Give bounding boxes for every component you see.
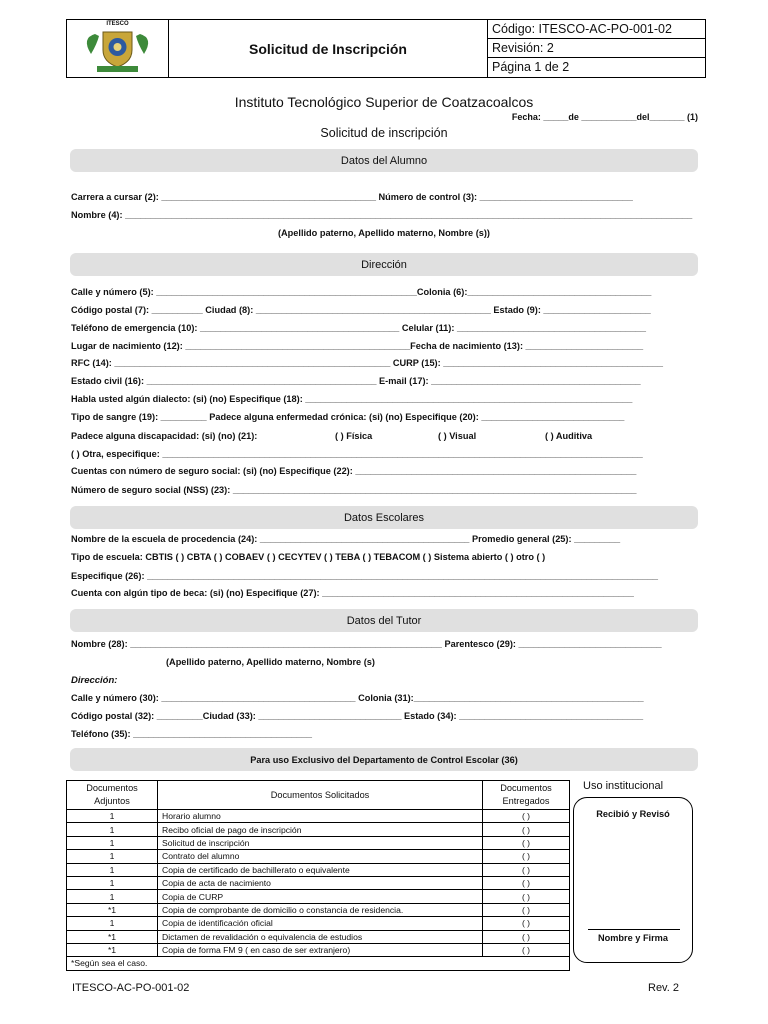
doc-checkbox[interactable]: ( ) [483,890,570,903]
carrera-field[interactable]: Carrera a cursar (2): __________________________________________ Número de control (3): ______________________________ [71,192,633,202]
document-meta [488,20,705,77]
table-row [67,810,570,823]
tutor-telefono-field[interactable]: Teléfono (35): ___________________________________ [71,729,312,739]
doc-name: Solicitud de inscripción [158,836,483,849]
rfc-curp-field[interactable]: RFC (14): ______________________________________________________ CURP (15): ___________________________________________ [71,358,663,368]
discapacidad-row [71,431,697,441]
table-row [67,890,570,903]
otra-field[interactable]: ( ) Otra, especifique: ______________________________________________________________________________________________ [71,449,643,459]
uso-institucional-box [573,797,693,963]
table-row [67,823,570,836]
firma-line[interactable] [588,929,680,930]
tutor-nombre-field[interactable]: Nombre (28): _____________________________________________________________ Parentesco (29): ____________________________ [71,639,662,649]
tutor-calle-field[interactable]: Calle y número (30): ______________________________________ Colonia (31):_____________________________________________ [71,693,644,703]
doc-name: Copia de acta de nacimiento [158,876,483,889]
beca-field[interactable]: Cuenta con algún tipo de beca: (si) (no) Especifique (27): _____________________________________________________________ [71,588,634,598]
docs-footnote: *Según sea el caso. [67,957,570,970]
seguro-social-field[interactable]: Cuentas con número de seguro social: (si) (no) Especifique (22): _______________________________________________________ [71,466,637,476]
discapacidad-fisica[interactable]: ( ) Física [335,431,373,441]
doc-name: Recibo oficial de pago de inscripción [158,823,483,836]
section-tutor: Datos del Tutor [70,609,698,632]
document-title: Solicitud de Inscripción [169,20,488,77]
table-row [67,850,570,863]
section-direccion: Dirección [70,253,698,276]
table-row [67,863,570,876]
doc-name: Copia de certificado de bachillerato o equivalente [158,863,483,876]
document-revision: Revisión: 2 [488,39,705,58]
recibio-label: Recibió y Revisó [596,809,670,819]
table-row [67,943,570,956]
tutor-nombre-note: (Apellido paterno, Apellido materno, Nombre (s) [166,657,375,667]
footer-rev: Rev. 2 [648,982,679,994]
discapacidad-auditiva[interactable]: ( ) Auditiva [545,431,593,441]
especifique-field[interactable]: Especifique (26): ____________________________________________________________________________________________________ [71,571,659,581]
nombre-note: (Apellido paterno, Apellido materno, Nombre (s)) [277,228,490,238]
discapacidad-label: Padece alguna discapacidad: (si) (no) (21): [71,431,258,441]
footer-code: ITESCO-AC-PO-001-02 [72,982,190,994]
doc-name: Dictamen de revalidación o equivalencia de estudios [158,930,483,943]
doc-count: *1 [67,943,158,956]
doc-checkbox[interactable]: ( ) [483,876,570,889]
discapacidad-visual[interactable]: ( ) Visual [438,431,477,441]
calle-field[interactable]: Calle y número (5): ___________________________________________________Colonia (6):____________________________________ [71,287,652,297]
doc-checkbox[interactable]: ( ) [483,850,570,863]
doc-checkbox[interactable]: ( ) [483,930,570,943]
table-row [67,917,570,930]
doc-count: 1 [67,917,158,930]
documents-table [66,780,570,971]
doc-count: *1 [67,930,158,943]
firma-label: Nombre y Firma [598,933,668,943]
doc-count: 1 [67,836,158,849]
table-row [67,930,570,943]
itesco-logo [67,20,169,77]
col-entregados: Documentos Entregados [483,781,570,810]
nacimiento-field[interactable]: Lugar de nacimiento (12): ____________________________________________Fecha de nacimiento (13): _______________________ [71,341,644,351]
tutor-cp-field[interactable]: Código postal (32): _________Ciudad (33): ____________________________ Estado (34): ____________________________________ [71,711,644,721]
col-adjuntos: Documentos Adjuntos [67,781,158,810]
table-row [67,876,570,889]
fecha-field[interactable]: Fecha: _____de ___________del_______ (1) [511,112,698,122]
document-page: Página 1 de 2 [492,60,570,74]
doc-checkbox[interactable]: ( ) [483,823,570,836]
school-name: Instituto Tecnológico Superior de Coatzacoalcos [234,94,534,110]
section-exclusivo: Para uso Exclusivo del Departamento de Control Escolar (36) [70,748,698,771]
nss-field[interactable]: Número de seguro social (NSS) (23): _______________________________________________________________________________ [71,485,637,495]
doc-count: 1 [67,863,158,876]
document-code: Código: ITESCO-AC-PO-001-02 [488,20,705,39]
doc-checkbox[interactable]: ( ) [483,863,570,876]
doc-name: Copia de identificación oficial [158,917,483,930]
table-row [67,836,570,849]
doc-checkbox[interactable]: ( ) [483,836,570,849]
telefono-emergencia-field[interactable]: Teléfono de emergencia (10): _______________________________________ Celular (11): _____________________________________ [71,323,647,333]
doc-checkbox[interactable]: ( ) [483,810,570,823]
escuela-field[interactable]: Nombre de la escuela de procedencia (24): _________________________________________ Promedio general (25): _________ [71,534,621,544]
doc-name: Horario alumno [158,810,483,823]
table-row [67,903,570,916]
itesco-crest-icon [67,20,168,77]
doc-count: 1 [67,850,158,863]
estado-civil-field[interactable]: Estado civil (16): _____________________________________________ E-mail (17): _________________________________________ [71,376,641,386]
section-escolares: Datos Escolares [70,506,698,529]
doc-count: 1 [67,823,158,836]
form-subtitle: Solicitud de inscripción [320,126,448,140]
doc-checkbox[interactable]: ( ) [483,917,570,930]
col-solicitados: Documentos Solicitados [158,781,483,810]
tutor-direccion-label: Dirección: [71,675,118,686]
doc-count: *1 [67,903,158,916]
doc-name: Copia de CURP [158,890,483,903]
doc-count: 1 [67,876,158,889]
logo-text: ITESCO [106,21,129,27]
tipo-escuela-field[interactable]: Tipo de escuela: CBTIS ( ) CBTA ( ) COBAEV ( ) CECYTEV ( ) TEBA ( ) TEBACOM ( ) Sistema abierto ( ) otro ( ) [71,552,546,562]
document-header [66,19,706,78]
nombre-field[interactable]: Nombre (4): _______________________________________________________________________________________________________________ [71,210,693,220]
doc-name: Copia de forma FM 9 ( en caso de ser extranjero) [158,943,483,956]
doc-count: 1 [67,890,158,903]
dialecto-field[interactable]: Habla usted algún dialecto: (si) (no) Especifique (18): ________________________________________________________________ [71,394,633,404]
doc-checkbox[interactable]: ( ) [483,903,570,916]
doc-name: Contrato del alumno [158,850,483,863]
sangre-field[interactable]: Tipo de sangre (19): _________ Padece alguna enfermedad crónica: (si) (no) Especifique (20): ____________________________ [71,412,625,422]
cp-field[interactable]: Código postal (7): __________ Ciudad (8): ______________________________________________ Estado (9): _____________________ [71,305,651,315]
doc-count: 1 [67,810,158,823]
section-alumno: Datos del Alumno [70,149,698,172]
doc-name: Copia de comprobante de domicilio o constancia de residencia. [158,903,483,916]
doc-checkbox[interactable]: ( ) [483,943,570,956]
uso-institucional-title: Uso institucional [583,780,664,792]
